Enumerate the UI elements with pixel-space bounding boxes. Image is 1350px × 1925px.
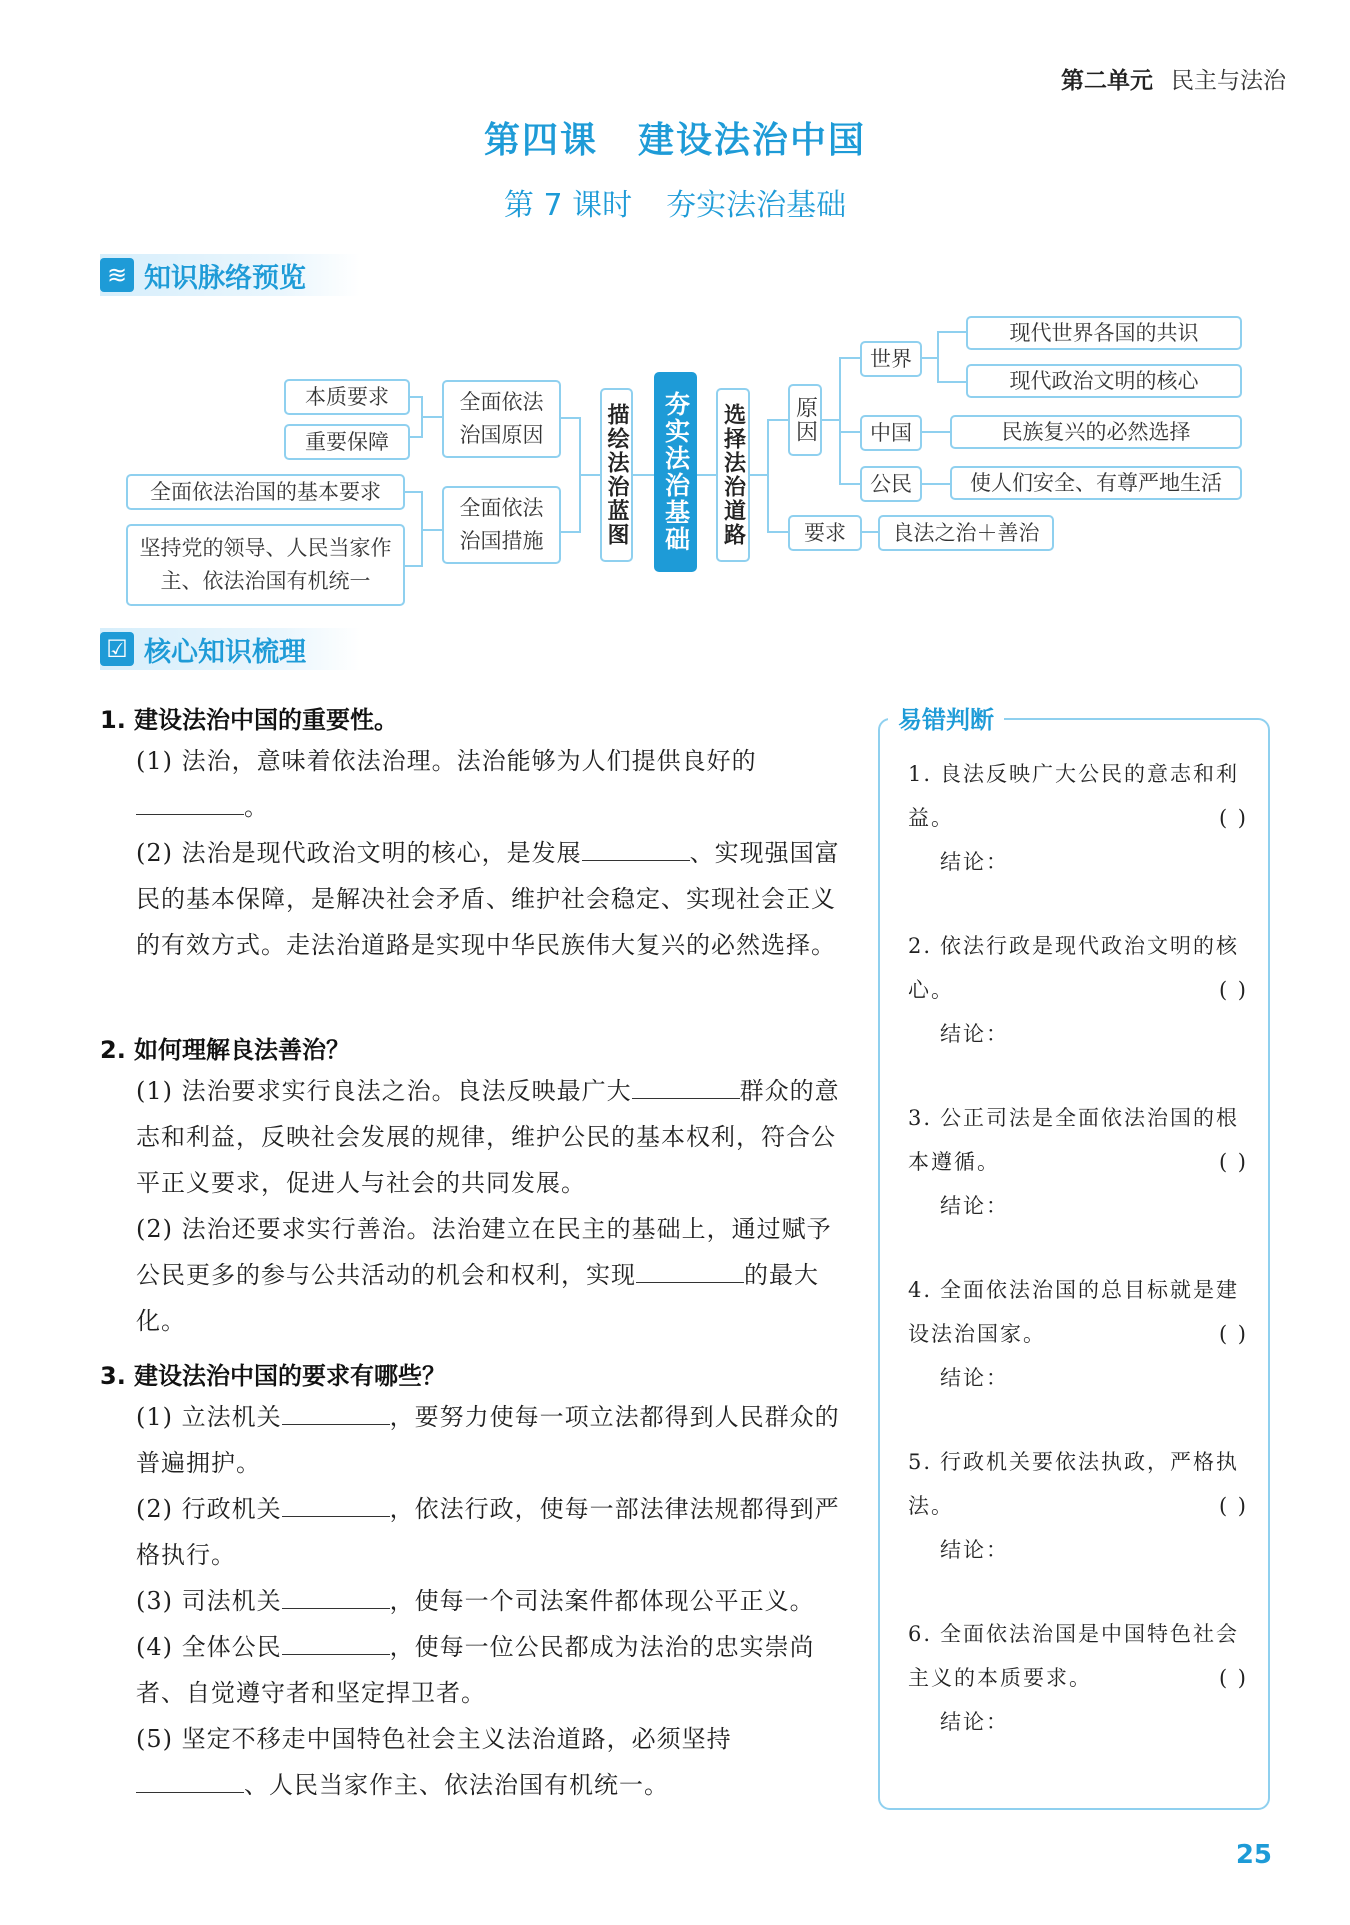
fill-blank[interactable]: [282, 1490, 390, 1517]
judgment-item-1: [908, 752, 1248, 884]
section-title: 核心知识梳理: [144, 636, 306, 668]
node-requirement: 要求: [788, 515, 862, 551]
answer-parenthesis[interactable]: ( ): [1218, 1150, 1248, 1174]
node-political-core: 现代政治文明的核心: [966, 364, 1242, 398]
para-text: ，使每一位公民都成为法治的忠实崇尚者、自觉遵守者和坚定捍卫者。: [136, 1633, 815, 1707]
node-basic-requirement: 全面依法治国的基本要求: [126, 474, 405, 510]
error-judgment-title: 易错判断: [888, 700, 1004, 735]
question-number: 2.: [100, 1036, 126, 1064]
judgment-item-2: [908, 924, 1248, 1056]
conclusion-label: 结论：: [940, 1710, 1009, 1734]
item-text: 全面依法治国是中国特色社会主义的本质要求。: [908, 1622, 1239, 1690]
item-number: 5.: [908, 1450, 933, 1474]
judgment-item-3: [908, 1096, 1248, 1228]
lesson-number: 第四课: [483, 120, 598, 161]
para-text: (4) 全体公民: [136, 1633, 282, 1661]
item-text: 行政机关要依法执政，严格执法。: [908, 1450, 1239, 1518]
node-world: 世界: [860, 341, 922, 377]
para-text: 、人民当家作主、依法治国有机统一。: [244, 1771, 669, 1799]
para-text: (1) 法治要求实行良法之治。良法反映最广大: [136, 1077, 632, 1105]
conclusion-label: 结论：: [940, 1022, 1009, 1046]
item-text: 良法反映广大公民的意志和利益。: [908, 762, 1239, 830]
question-number: 3.: [100, 1362, 126, 1390]
para-text: 的最大化。: [136, 1261, 819, 1335]
question-1-title: [100, 700, 850, 735]
answer-parenthesis[interactable]: ( ): [1218, 1666, 1248, 1690]
node-citizen: 公民: [860, 466, 922, 502]
answer-parenthesis[interactable]: ( ): [1218, 1494, 1248, 1518]
branch-choose-path: 选择法治道路: [716, 388, 750, 562]
para-text: ，要努力使每一项立法都得到人民群众的普遍拥护。: [136, 1403, 840, 1477]
question-text: 如何理解良法善治？: [134, 1036, 350, 1064]
node-rule-of-law-measures: 全面依法治国措施: [442, 486, 561, 564]
period-name: 夯实法治基础: [666, 188, 847, 223]
q3-para-5: [136, 1716, 850, 1808]
answer-parenthesis[interactable]: ( ): [1218, 806, 1248, 830]
judgment-item-4: [908, 1268, 1248, 1400]
node-reason: 原因: [788, 384, 822, 456]
node-essential-requirement: 本质要求: [284, 379, 410, 415]
para-text: (1) 立法机关: [136, 1403, 282, 1431]
core-topic: 夯实法治基础: [654, 372, 697, 572]
node-safe-dignified: 使人们安全、有尊严地生活: [950, 466, 1242, 500]
node-good-law-governance: 良法之治＋善治: [878, 515, 1054, 551]
node-rule-of-law-reason: 全面依法治国原因: [442, 380, 561, 458]
layers-icon: ≋: [100, 258, 134, 292]
section-title: 知识脉络预览: [144, 262, 306, 294]
para-text: ，依法行政，使每一部法律法规都得到严格执行。: [136, 1495, 840, 1569]
q1-para-2: [136, 830, 850, 968]
lesson-name: 建设法治中国: [638, 120, 867, 161]
para-text: ，使每一个司法案件都体现公平正义。: [389, 1587, 815, 1615]
item-text: 公正司法是全面依法治国的根本遵循。: [908, 1106, 1239, 1174]
node-china: 中国: [860, 415, 922, 451]
item-number: 4.: [908, 1278, 933, 1302]
fill-blank[interactable]: [282, 1628, 390, 1655]
item-text: 依法行政是现代政治文明的核心。: [908, 934, 1239, 1002]
question-number: 1.: [100, 706, 126, 734]
para-text: (2) 法治还要求实行善治。法治建立在民主的基础上，通过赋予公民更多的参与公共活动的机会和权利，实现: [136, 1215, 832, 1289]
q2-para-2: [136, 1206, 850, 1344]
conclusion-label: 结论：: [940, 1366, 1009, 1390]
section-core-knowledge: [100, 628, 360, 670]
fill-blank[interactable]: [136, 788, 244, 815]
page-number: 25: [1235, 1840, 1272, 1870]
answer-parenthesis[interactable]: ( ): [1218, 1322, 1248, 1346]
checkbox-icon: ☑: [100, 632, 134, 666]
para-text: (2) 行政机关: [136, 1495, 282, 1523]
q1-para-1: [136, 738, 850, 830]
q2-para-1: [136, 1068, 850, 1206]
para-text: 。: [244, 793, 269, 821]
unit-title: 民主与法治: [1171, 68, 1286, 94]
question-text: 建设法治中国的重要性。: [134, 706, 398, 734]
node-national-rejuvenation: 民族复兴的必然选择: [950, 415, 1242, 449]
para-text: 群众的意志和利益，反映社会发展的规律，维护公民的基本权利，符合公平正义要求，促进人与社会的共同发展。: [136, 1077, 840, 1197]
item-number: 2.: [908, 934, 933, 958]
para-text: (5) 坚定不移走中国特色社会主义法治道路，必须坚持: [136, 1725, 732, 1753]
conclusion-label: 结论：: [940, 850, 1009, 874]
q3-para-1: [136, 1394, 850, 1486]
node-world-consensus: 现代世界各国的共识: [966, 316, 1242, 350]
period-number: 第 7 课时: [503, 188, 633, 223]
conclusion-label: 结论：: [940, 1194, 1009, 1218]
item-number: 3.: [908, 1106, 933, 1130]
question-3-title: [100, 1356, 850, 1391]
question-2-title: [100, 1030, 850, 1065]
fill-blank[interactable]: [282, 1398, 390, 1425]
fill-blank[interactable]: [636, 1256, 744, 1283]
fill-blank[interactable]: [282, 1582, 390, 1609]
node-important-guarantee: 重要保障: [284, 424, 410, 460]
item-number: 1.: [908, 762, 933, 786]
node-party-leadership: 坚持党的领导、人民当家作主、依法治国有机统一: [126, 524, 405, 606]
mind-map: [0, 0, 1350, 640]
conclusion-label: 结论：: [940, 1538, 1009, 1562]
judgment-item-5: [908, 1440, 1248, 1572]
question-text: 建设法治中国的要求有哪些？: [134, 1362, 446, 1390]
para-text: (2) 法治是现代政治文明的核心，是发展: [136, 839, 582, 867]
fill-blank[interactable]: [136, 1766, 244, 1793]
fill-blank[interactable]: [582, 834, 690, 861]
q3-para-2: [136, 1486, 850, 1578]
unit-number: 第二单元: [1061, 68, 1153, 94]
branch-blueprint: 描绘法治蓝图: [600, 388, 633, 562]
item-text: 全面依法治国的总目标就是建设法治国家。: [908, 1278, 1239, 1346]
judgment-item-6: [908, 1612, 1248, 1744]
para-text: (1) 法治，意味着依法治理。法治能够为人们提供良好的: [136, 747, 757, 775]
fill-blank[interactable]: [632, 1072, 740, 1099]
q3-para-3: [136, 1578, 850, 1624]
answer-parenthesis[interactable]: ( ): [1218, 978, 1248, 1002]
para-text: 、实现强国富民的基本保障，是解决社会矛盾、维护社会稳定、实现社会正义的有效方式。走法治道路是实现中华民族伟大复兴的必然选择。: [136, 839, 840, 959]
item-number: 6.: [908, 1622, 933, 1646]
para-text: (3) 司法机关: [136, 1587, 282, 1615]
q3-para-4: [136, 1624, 850, 1716]
